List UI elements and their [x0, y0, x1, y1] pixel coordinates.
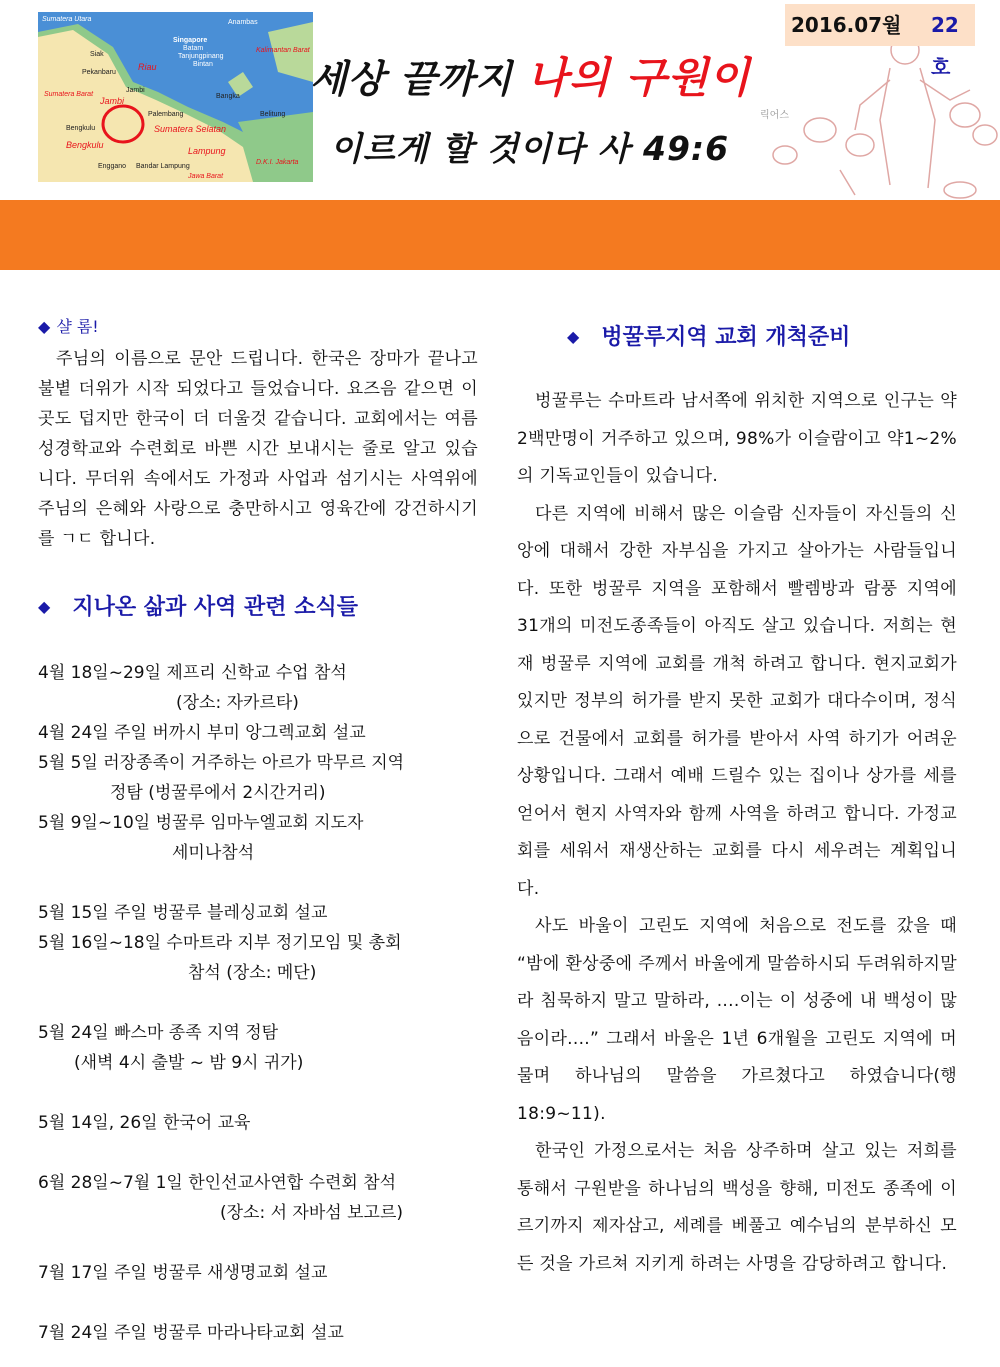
list-item: 5월 5일 러장종족이 거주하는 아르가 막무르 지역: [38, 753, 405, 773]
list-item: 4월 24일 주일 버까시 부미 앙그렉교회 설교: [38, 723, 366, 743]
map-label: Jambi: [100, 96, 125, 106]
map-label: Bengkulu: [66, 140, 104, 150]
greeting-title: [38, 316, 478, 338]
map-label: Sumatera Selatan: [154, 124, 227, 134]
list-item: 6월 28일~7월 1일 한인선교사연합 수련회 참석: [38, 1173, 397, 1193]
issue-date: 2016.07월: [791, 13, 902, 37]
diamond-icon: ◆: [38, 317, 51, 336]
issue-number: 22호: [931, 13, 959, 79]
right-column: [517, 320, 957, 1283]
map-label: Jawa Barat: [188, 173, 224, 180]
header: [0, 0, 1000, 200]
left-column: [38, 316, 478, 1348]
map-label: Pekanbaru: [82, 69, 116, 76]
greeting-title-text: 샬 롬!: [56, 317, 99, 336]
list-item: 5월 14일, 26일 한국어 교육: [38, 1113, 251, 1133]
orange-banner: [0, 200, 1000, 270]
church-section-title-text: 벙꿀루지역 교회 개척준비: [601, 325, 851, 350]
map-label: Jambi: [126, 87, 145, 94]
list-item: 7월 24일 주일 벙꿀루 마라나타교회 설교: [38, 1323, 344, 1343]
map-label: Belitung: [260, 111, 286, 118]
map-label: D.K.I. Jakarta: [256, 159, 299, 166]
map-label: Anambas: [228, 19, 258, 26]
list-item: 5월 24일 빠스마 종족 지역 정탐: [38, 1023, 279, 1043]
news-list: [38, 658, 478, 1348]
list-item: 4월 18일~29일 제프리 신학교 수업 참석: [38, 663, 347, 683]
list-item-detail: 정탐 (벙꿀루에서 2시간거리): [110, 783, 326, 803]
diamond-icon: ◆: [567, 327, 580, 346]
church-paragraph-3: 사도 바울이 고린도 지역에 처음으로 전도를 갔을 때 “밤에 환상중에 주께서 바울에게 말씀하시되 두려워하지말라 침묵하지 말고 말하라, ....이는 이 성중에 내 백성이 많음이라....” 그래서 바울은 1년 6개월을 고린도 지역에 머물며 하나님의 말씀을 가르쳤다고 하였습니다(행 18:9~11).: [517, 916, 957, 1124]
diamond-icon: ◆: [38, 597, 51, 616]
list-item-detail: (새벽 4시 출발 ~ 밤 9시 귀가): [74, 1053, 304, 1073]
church-paragraph-2: 다른 지역에 비해서 많은 이슬람 신자들이 자신들의 신앙에 대해서 강한 자부심을 가지고 살아가는 사람들입니다. 또한 벙꿀루 지역을 포함해서 빨렘방과 람풍 지역에 31개의 미전도종족들이 아직도 살고 있습니다. 저희는 현재 벙꿀루 지역에 교회를 개척 하려고 합니다. 현지교회가 있지만 정부의 허가를 받지 못한 교회가 대다수이며, 정식으로 건물에서 교회를 허가를 받아서 사역 하기가 어려운 상황입니다. 그래서 예배 드릴수 있는 집이나 상가를 세를 얻어서 현지 사역자와 함께 사역을 하려고 합니다. 가정교회를 세워서 재생산하는 교회를 다시 세우려는 계획입니다.: [517, 503, 957, 899]
sumatra-map: [38, 12, 313, 182]
title-line-1-part-b: 나의 구원이: [527, 53, 751, 102]
map-label: Bandar Lampung: [136, 163, 190, 170]
map-label: Singapore: [173, 37, 208, 44]
list-item-detail: (장소: 자카르타): [176, 693, 299, 713]
greeting-body: 주님의 이름으로 문안 드립니다. 한국은 장마가 끝나고 불볕 더위가 시작 되었다고 들었습니다. 요즈음 같으면 이곳도 덥지만 한국이 더 더울것 같습니다. 교회에서는 여름성경학교와 수련회로 바쁜 시간 보내시는 줄로 알고 있습니다. 무더위 속에서도 가정과 사업과 섬기시는 사역위에 주님의 은혜와 사랑으로 충만하시고 영육간에 강건하시기를 ㄱㄷ 합니다.: [38, 349, 478, 549]
title-line-1: [310, 45, 750, 105]
map-label: Batam: [183, 45, 204, 52]
list-item: 5월 9일~10일 벙꿀루 임마누엘교회 지도자: [38, 813, 364, 833]
map-label: Bengkulu: [66, 125, 96, 132]
list-item: 5월 16일~18일 수마트라 지부 정기모임 및 총회: [38, 933, 402, 953]
list-item: 7월 17일 주일 벙꿀루 새생명교회 설교: [38, 1263, 328, 1283]
map-label: Sumatera Barat: [44, 91, 94, 98]
list-item-detail: (장소: 서 자바섬 보고르): [220, 1203, 404, 1223]
title-line-1-part-a: 세상 끝까지: [310, 57, 527, 101]
news-section-title-text: 지나온 삶과 사역 관련 소식들: [72, 595, 358, 620]
map-label: Enggano: [98, 163, 127, 170]
church-paragraph-1: 벙꿀루는 수마트라 남서쪽에 위치한 지역으로 인구는 약 2백만명이 거주하고 있으며, 98%가 이슬람이고 약1~2%의 기독교인들이 있습니다.: [517, 391, 957, 486]
list-item-detail: 참석 (장소: 메단): [188, 963, 317, 983]
list-item: 5월 15일 주일 벙꿀루 블레싱교회 설교: [38, 903, 328, 923]
title-line-2: 이르게 할 것이다 사 49:6: [330, 129, 730, 168]
map-label: Riau: [138, 62, 157, 72]
church-section-title: [567, 320, 957, 351]
map-label: Kalimantan Barat: [256, 47, 310, 54]
map-label: Siak: [90, 51, 104, 58]
map-label: Lampung: [188, 146, 226, 156]
church-paragraph-4: 한국인 가정으로서는 처음 상주하며 살고 있는 저희를 통해서 구원받을 하나님의 백성을 향해, 미전도 종족에 이르기까지 제자삼고, 세례를 베풀고 예수님의 분부하신 모든 것을 가르쳐 지키게 하려는 사명을 감당하려고 합니다.: [517, 1141, 957, 1274]
illustration-caption: 릭어스: [760, 110, 789, 121]
map-label: Bangka: [216, 93, 240, 100]
map-label: Palembang: [148, 111, 184, 118]
map-label: Sumatera Utara: [42, 16, 92, 23]
news-section-title: [38, 590, 478, 621]
list-item-detail: 세미나참석: [172, 843, 255, 863]
map-label: Tanjungpinang: [178, 53, 224, 60]
issue-badge: [785, 4, 975, 79]
map-label: Bintan: [193, 61, 213, 68]
